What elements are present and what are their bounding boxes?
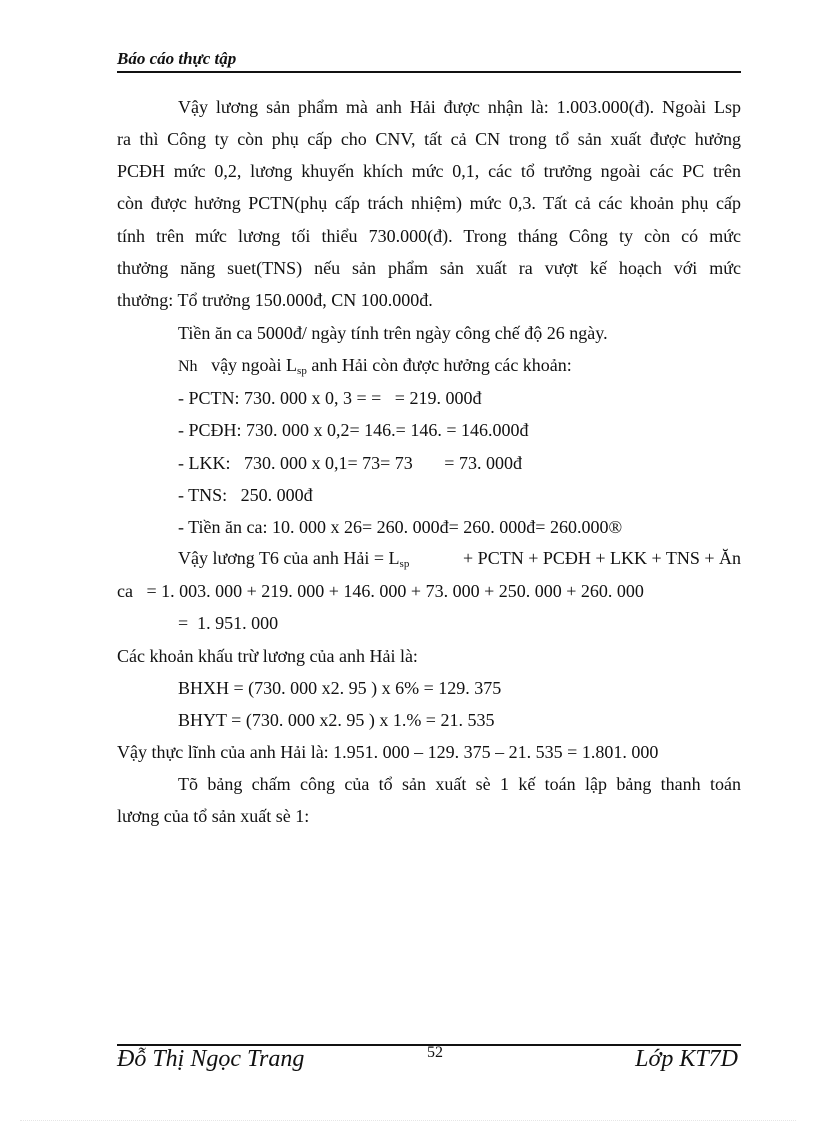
deduction-bhyt: BHYT = (730. 000 x2. 95 ) x 1.% = 21. 535 bbox=[178, 710, 495, 730]
footer-author: Đỗ Thị Ngọc Trang bbox=[117, 1046, 305, 1072]
header-title: Báo cáo thực tập bbox=[117, 49, 237, 68]
para1-line: thưởng: Tổ trưởng 150.000đ, CN 100.000đ. bbox=[117, 290, 433, 310]
benefit-item: - TNS: 250. 000đ bbox=[178, 485, 313, 505]
closing-line: lương của tổ sản xuất sè 1: bbox=[117, 806, 310, 826]
intro-text-a: vậy ngoài L bbox=[211, 355, 298, 375]
benefit-item: - PCĐH: 730. 000 x 0,2= 146.= 146. = 146.000đ bbox=[178, 420, 529, 440]
page-number: 52 bbox=[427, 1044, 443, 1061]
intro-subscript: sp bbox=[297, 365, 307, 377]
salary-subscript: sp bbox=[399, 558, 410, 570]
footer-class: Lớp KT7D bbox=[635, 1046, 738, 1072]
para1-line: tính trên mức lương tối thiểu 730.000(đ). Trong tháng Công ty còn có mức bbox=[117, 226, 741, 246]
salary-line-1 bbox=[178, 547, 741, 569]
benefit-item: - Tiền ăn ca: 10. 000 x 26= 260. 000đ= 260. 000đ= 260.000® bbox=[178, 517, 623, 537]
para1-line: còn được hưởng PCTN(phụ cấp trách nhiệm) mức 0,3. Tất cả các khoản phụ cấp bbox=[117, 193, 741, 213]
closing-line: Tõ bảng chấm công của tổ sản xuất sè 1 kế toán lập bảng thanh toán bbox=[178, 774, 741, 794]
para1-line: ra thì Công ty còn phụ cấp cho CNV, tất cả CN trong tổ sản xuất được hưởng bbox=[117, 129, 741, 149]
deduction-bhxh: BHXH = (730. 000 x2. 95 ) x 6% = 129. 375 bbox=[178, 678, 502, 698]
benefit-item: - LKK: 730. 000 x 0,1= 73= 73 = 73. 000đ bbox=[178, 453, 522, 473]
intro-prefix: Nh bbox=[178, 358, 198, 375]
salary-line-1-a bbox=[178, 547, 409, 569]
salary-line-1-b: + PCTN + PCĐH + LKK + TNS + Ăn bbox=[458, 548, 741, 568]
para1-line: Vậy lương sản phẩm mà anh Hải được nhận là: 1.003.000(đ). Ngoài Lsp bbox=[178, 97, 741, 117]
benefit-item: - PCTN: 730. 000 x 0, 3 = = = 219. 000đ bbox=[178, 388, 482, 408]
net-pay: Vậy thực lĩnh của anh Hải là: 1.951. 000 – 129. 375 – 21. 535 = 1.801. 000 bbox=[117, 742, 659, 762]
salary-line-2: ca = 1. 003. 000 + 219. 000 + 146. 000 + 73. 000 + 250. 000 + 260. 000 bbox=[117, 581, 644, 601]
para1-line: thưởng năng suet(TNS) nếu sản phẩm sản xuất ra vượt kế hoạch với mức bbox=[117, 258, 741, 278]
header-rule bbox=[117, 71, 741, 73]
deductions-title: Các khoản khấu trừ lương của anh Hải là: bbox=[117, 646, 418, 666]
para1-line: PCĐH mức 0,2, lương khuyến khích mức 0,1, các tổ trưởng ngoài các PC trên bbox=[117, 161, 741, 181]
benefits-intro bbox=[178, 354, 572, 378]
salary-label: Vậy lương T6 của anh Hải = L bbox=[178, 548, 400, 568]
intro-text-b: anh Hải còn được hưởng các khoản: bbox=[306, 355, 572, 375]
bottom-dotted-rule bbox=[20, 1120, 796, 1121]
meal-note: Tiền ăn ca 5000đ/ ngày tính trên ngày công chế độ 26 ngày. bbox=[178, 323, 608, 343]
salary-line-3: = 1. 951. 000 bbox=[178, 613, 279, 633]
